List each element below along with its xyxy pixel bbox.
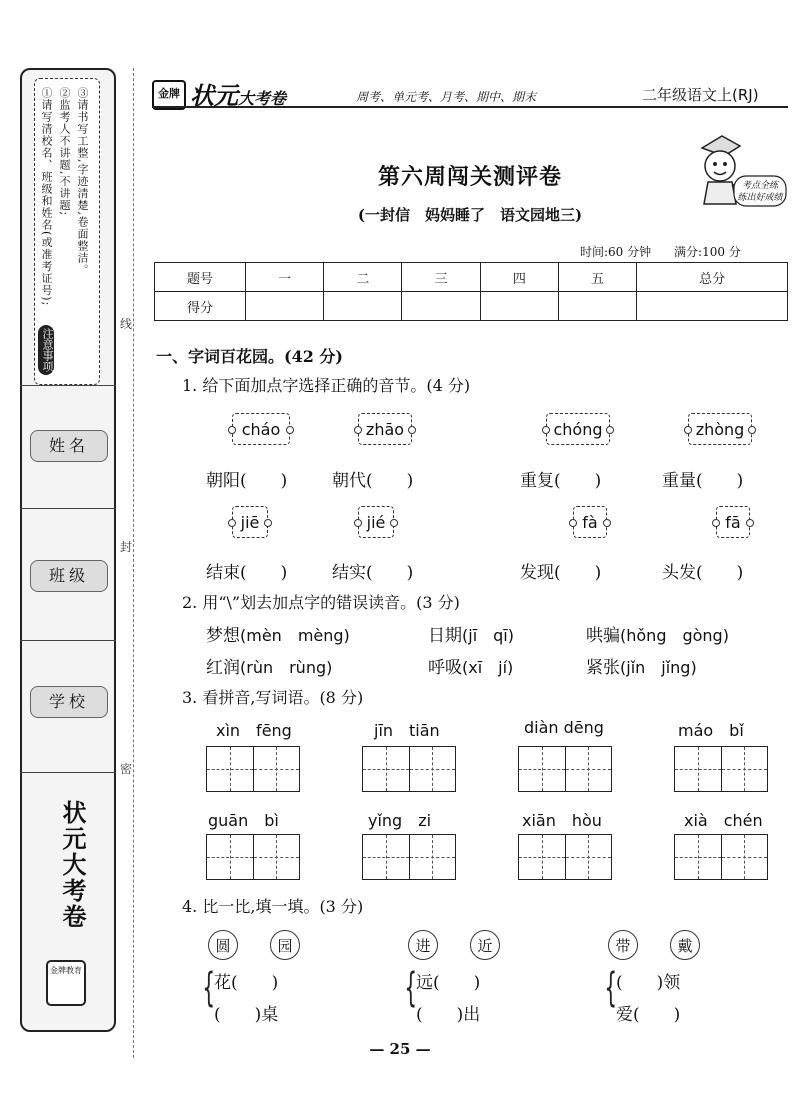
choice-options[interactable]: (hǒng gòng) (620, 626, 729, 645)
choice-item (586, 621, 729, 646)
table-row (155, 292, 788, 321)
choice-item (428, 653, 513, 678)
fill-blank[interactable]: 远( ) (416, 973, 481, 993)
full-score: 满分:100 分 (674, 245, 741, 259)
writing-grid[interactable] (518, 746, 612, 792)
choice-word: 梦想 (206, 626, 240, 646)
cut-word-line: 线 (120, 317, 133, 331)
brand-logo-main: 状元 (190, 82, 238, 110)
score-cell[interactable] (402, 292, 480, 321)
notes-label: 注意事项 (38, 325, 54, 375)
pinyin-option: jié (358, 506, 394, 538)
writing-grid[interactable] (518, 834, 612, 880)
choice-item (206, 653, 332, 678)
section-heading: 一、字词百花园。(42 分) (156, 347, 343, 366)
choice-options[interactable]: (xī jí) (462, 658, 514, 677)
score-cell[interactable] (480, 292, 558, 321)
writing-grid[interactable] (674, 834, 768, 880)
brand-mark-icon: 金牌 (152, 80, 186, 110)
note-line: ③请书写工整,字迹清楚,卷面整洁。 (76, 87, 89, 276)
question-3-prompt: 3. 看拼音,写词语。(8 分) (182, 688, 364, 707)
pinyin-option: fà (573, 506, 607, 538)
choice-item (206, 621, 350, 646)
fill-blank[interactable]: ( )出 (416, 1005, 481, 1025)
cut-word-secret: 密 (120, 762, 133, 776)
exam-types: 周考、单元考、月考、期中、期末 (356, 90, 537, 104)
word-item: 重量( ) (662, 471, 744, 491)
header-rule (152, 106, 788, 108)
choice-word: 日期 (428, 626, 462, 646)
word-item: 头发( ) (662, 563, 744, 583)
choice-word: 红润 (206, 658, 240, 678)
pinyin-option: zhòng (688, 413, 752, 445)
table-header-cell: 五 (558, 263, 636, 292)
choice-item (586, 653, 697, 678)
choice-options[interactable]: (mèn mèng) (240, 626, 350, 645)
pinyin-prompt: guān bì (208, 811, 279, 830)
divider (20, 772, 116, 773)
mascot-icon (688, 130, 788, 214)
choice-options[interactable]: (jī qī) (462, 626, 514, 645)
cut-line (133, 68, 134, 1058)
pinyin-option: chóng (546, 413, 610, 445)
table-header-cell: 题号 (155, 263, 246, 292)
word-item: 朝阳( ) (206, 471, 288, 491)
pinyin-prompt: xìn fēng (216, 721, 292, 740)
choice-word: 呼吸 (428, 658, 462, 678)
page-title: 第六周闯关测评卷 (377, 164, 562, 190)
name-field-label: 姓名 (30, 430, 108, 462)
table-header-cell: 二 (324, 263, 402, 292)
pinyin-prompt: máo bǐ (678, 721, 744, 740)
writing-grid[interactable] (674, 746, 768, 792)
class-field-label: 班级 (30, 560, 108, 592)
pinyin-prompt: xiān hòu (522, 811, 602, 830)
pinyin-prompt: yǐng zi (368, 811, 432, 830)
compare-char: 戴 (670, 930, 700, 960)
fill-blank[interactable]: 爱( ) (616, 1005, 681, 1025)
writing-grid[interactable] (362, 746, 456, 792)
writing-grid[interactable] (206, 834, 300, 880)
score-table (154, 262, 788, 321)
exam-meta (580, 243, 741, 260)
fill-blank[interactable]: 花( ) (214, 973, 279, 993)
divider (20, 508, 116, 509)
question-4-prompt: 4. 比一比,填一填。(3 分) (182, 897, 364, 916)
choice-options[interactable]: (jǐn jǐng) (620, 658, 697, 677)
brace-icon: { (404, 965, 418, 1011)
fill-blank[interactable]: ( )领 (616, 973, 681, 993)
pinyin-option: fā (716, 506, 750, 538)
word-item: 朝代( ) (332, 471, 414, 491)
question-2-prompt: 2. 用“\”划去加点字的错误读音。(3 分) (182, 593, 460, 612)
school-field-label: 学校 (30, 686, 108, 718)
pinyin-prompt: jīn tiān (374, 721, 440, 740)
cut-word-seal: 封 (120, 540, 133, 554)
note-line: ②监考人不讲题,不讲题; (58, 87, 71, 217)
fill-blank[interactable]: ( )桌 (214, 1005, 279, 1025)
score-cell[interactable] (246, 292, 324, 321)
writing-grid[interactable] (362, 834, 456, 880)
score-cell[interactable] (324, 292, 402, 321)
table-header-cell: 四 (480, 263, 558, 292)
choice-options[interactable]: (rùn rùng) (240, 658, 333, 677)
page-number: — 25 — (369, 1040, 431, 1058)
compare-char: 园 (270, 930, 300, 960)
table-row (155, 263, 788, 292)
sidebar-logo: 状元大考卷 (58, 800, 86, 930)
table-row-label: 得分 (155, 292, 246, 321)
word-item: 重复( ) (520, 471, 602, 491)
word-item: 发现( ) (520, 563, 602, 583)
score-cell[interactable] (637, 292, 788, 321)
choice-word: 哄骗 (586, 626, 620, 646)
mascot-text-1: 考点全练 (741, 181, 779, 191)
grade-label: 二年级语文上(RJ) (642, 86, 759, 104)
divider (20, 385, 116, 386)
pinyin-prompt: xià chén (684, 811, 763, 830)
table-header-cell: 总分 (637, 263, 788, 292)
pinyin-prompt: diàn dēng (524, 718, 604, 737)
divider (20, 640, 116, 641)
compare-char: 圆 (208, 930, 238, 960)
choice-word: 紧张 (586, 658, 620, 678)
table-header-cell: 一 (246, 263, 324, 292)
brand-logo-sub: 大考卷 (238, 89, 287, 108)
compare-char: 进 (408, 930, 438, 960)
compare-char: 带 (608, 930, 638, 960)
score-cell[interactable] (558, 292, 636, 321)
mascot-text-2: 练出好成绩 (737, 193, 783, 203)
time-limit: 时间:60 分钟 (580, 245, 652, 259)
choice-item (428, 621, 514, 646)
brace-icon: { (202, 965, 216, 1011)
brace-icon: { (604, 965, 618, 1011)
sidebar-badge: 金牌教育 (46, 960, 86, 1006)
page-subtitle: (一封信 妈妈睡了 语文园地三) (357, 206, 583, 224)
pinyin-option: jiē (232, 506, 268, 538)
question-1-prompt: 1. 给下面加点字选择正确的音节。(4 分) (182, 376, 471, 395)
pinyin-option: zhāo (358, 413, 412, 445)
pinyin-option: cháo (232, 413, 290, 445)
word-item: 结束( ) (206, 563, 288, 583)
compare-char: 近 (470, 930, 500, 960)
word-item: 结实( ) (332, 563, 414, 583)
note-line: ①请写清校名、班级和姓名(或准考证号); (40, 87, 53, 307)
table-header-cell: 三 (402, 263, 480, 292)
writing-grid[interactable] (206, 746, 300, 792)
